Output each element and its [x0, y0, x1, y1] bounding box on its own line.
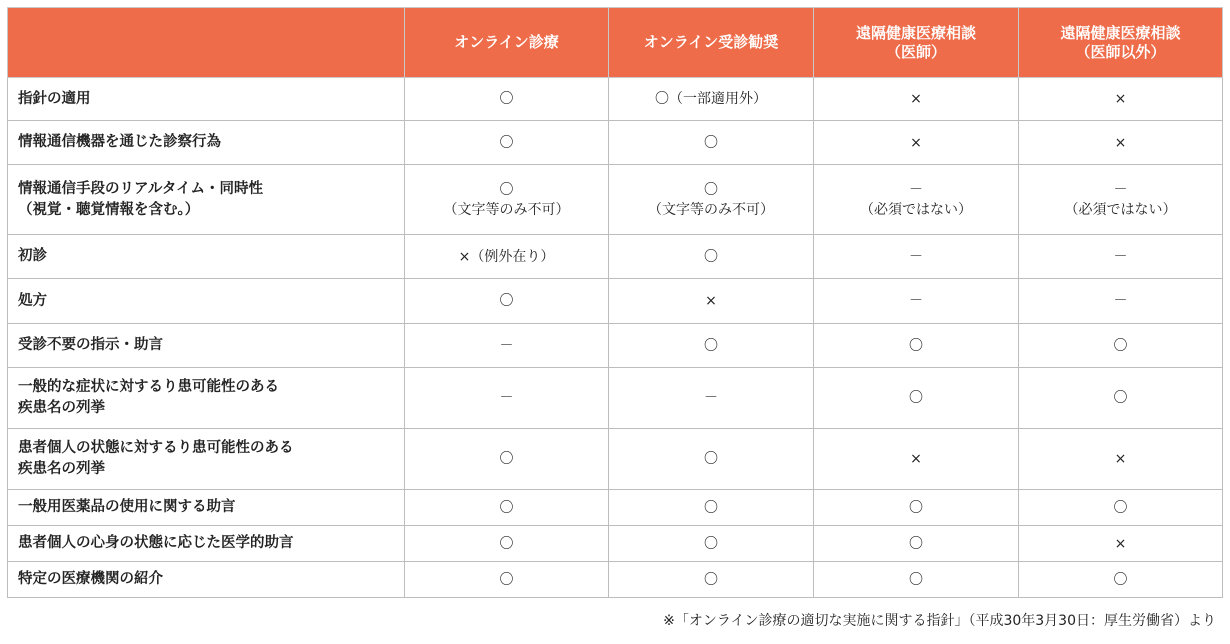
cell-value: × — [1114, 535, 1127, 552]
table-cell — [609, 165, 814, 235]
table-cell — [1019, 562, 1223, 598]
table-row — [8, 490, 1223, 526]
row-label-line2: 疾患名の列挙 — [18, 400, 105, 416]
row-label — [8, 490, 405, 526]
table-cell — [609, 78, 814, 121]
cell-value: 〇 — [499, 181, 514, 198]
column-header-line1: オンライン受診勧奨 — [643, 33, 779, 51]
table-body — [8, 78, 1223, 598]
row-label-line1: 一般的な症状に対するり患可能性のある — [18, 379, 279, 395]
cell-value: 〇 — [499, 91, 514, 107]
cell-value: ×（例外在り） — [458, 248, 555, 265]
cell-value: × — [705, 293, 717, 309]
column-header-remote-consult-non-doctor — [1019, 8, 1223, 78]
row-label — [8, 235, 405, 279]
table-cell — [1019, 235, 1223, 279]
table-cell — [609, 121, 814, 165]
cell-value: 〇 — [499, 451, 514, 467]
table-cell — [405, 429, 609, 490]
table-cell — [405, 324, 609, 368]
row-label-line1: 処方 — [18, 292, 47, 309]
comparison-table — [7, 7, 1223, 598]
row-label-line1: 初診 — [18, 248, 47, 264]
table-cell — [609, 279, 814, 324]
cell-value: － — [909, 181, 923, 198]
table-cell — [1019, 279, 1223, 324]
cell-value: 〇（一部適用外） — [655, 91, 767, 107]
table-cell — [1019, 490, 1223, 526]
table-cell — [1019, 368, 1223, 429]
row-label-line1: 一般用医薬品の使用に関する助言 — [18, 499, 236, 515]
table-cell — [814, 429, 1019, 490]
cell-value: － — [1113, 248, 1128, 265]
table-cell — [405, 121, 609, 165]
table-cell — [405, 368, 609, 429]
table-cell — [609, 526, 814, 562]
table-row — [8, 121, 1223, 165]
table-cell — [1019, 526, 1223, 562]
cell-value: × — [910, 134, 922, 151]
row-label-line2: 疾患名の列挙 — [18, 461, 105, 477]
table-cell — [814, 368, 1019, 429]
cell-value: × — [1114, 134, 1127, 151]
header-corner-cell — [8, 8, 405, 78]
row-label-line1: 指針の適用 — [18, 90, 91, 107]
cell-value: 〇 — [909, 499, 923, 516]
cell-value: × — [1114, 451, 1127, 467]
table-cell — [1019, 324, 1223, 368]
table-cell — [405, 490, 609, 526]
table-cell — [814, 279, 1019, 324]
row-label — [8, 324, 405, 368]
row-label — [8, 526, 405, 562]
cell-note: （必須ではない） — [860, 201, 972, 218]
cell-value: 〇 — [499, 293, 514, 309]
table-cell — [814, 121, 1019, 165]
cell-value: － — [499, 390, 514, 406]
cell-value: 〇 — [704, 134, 718, 151]
table-cell — [1019, 165, 1223, 235]
column-header-online-recommendation — [609, 8, 814, 78]
cell-value: 〇 — [909, 390, 923, 406]
row-label — [8, 562, 405, 598]
table-cell — [609, 368, 814, 429]
table-cell — [405, 78, 609, 121]
table-cell — [609, 235, 814, 279]
table-cell — [405, 562, 609, 598]
cell-note: （文字等のみ不可） — [443, 201, 570, 218]
table-cell — [405, 526, 609, 562]
table-row — [8, 279, 1223, 324]
cell-value: － — [1113, 293, 1128, 309]
cell-value: 〇 — [704, 181, 718, 198]
table-row — [8, 562, 1223, 598]
table-row — [8, 235, 1223, 279]
table-cell — [405, 165, 609, 235]
cell-value: 〇 — [704, 248, 718, 265]
table-cell — [1019, 121, 1223, 165]
column-header-remote-consult-doctor — [814, 8, 1019, 78]
row-label — [8, 279, 405, 324]
row-label — [8, 165, 405, 235]
column-header-line2: （医師以外） — [1075, 42, 1166, 61]
row-label-line1: 患者個人の状態に対するり患可能性のある — [18, 440, 294, 456]
row-label — [8, 78, 405, 121]
cell-value: × — [910, 451, 922, 467]
cell-value: 〇 — [704, 499, 718, 516]
table-cell — [405, 235, 609, 279]
column-header-line1: オンライン診療 — [454, 33, 559, 51]
cell-value: 〇 — [1113, 499, 1128, 516]
column-header-line2: （医師） — [885, 42, 946, 61]
cell-value: 〇 — [704, 337, 718, 354]
row-label-line1: 受診不要の指示・助言 — [18, 337, 163, 353]
cell-value: × — [910, 91, 922, 107]
table-cell — [1019, 429, 1223, 490]
table-cell — [814, 235, 1019, 279]
table-row — [8, 78, 1223, 121]
table-header — [8, 8, 1223, 78]
table-row — [8, 526, 1223, 562]
table-cell — [609, 562, 814, 598]
cell-value: 〇 — [909, 571, 923, 588]
cell-value: 〇 — [499, 535, 514, 552]
cell-value: － — [704, 390, 718, 406]
row-label-line1: 患者個人の心身の状態に応じた医学的助言 — [18, 535, 294, 551]
table-cell — [609, 324, 814, 368]
cell-value: 〇 — [1113, 571, 1128, 588]
source-footnote: ※「オンライン診療の適切な実施に関する指針」（平成30年3月30日：厚生労働省）より — [663, 613, 1216, 629]
cell-value: 〇 — [704, 571, 718, 588]
header-row — [8, 8, 1223, 78]
table-cell — [814, 562, 1019, 598]
table-cell — [405, 279, 609, 324]
cell-value: 〇 — [499, 571, 514, 588]
row-label — [8, 368, 405, 429]
table-cell — [814, 490, 1019, 526]
table-row — [8, 429, 1223, 490]
row-label-line1: 特定の医療機関の紹介 — [18, 571, 163, 587]
cell-value: － — [909, 248, 923, 265]
row-label-line1: 情報通信機器を通じた診察行為 — [18, 134, 221, 150]
table-cell — [609, 490, 814, 526]
cell-value: 〇 — [704, 451, 718, 467]
row-label — [8, 121, 405, 165]
cell-value: 〇 — [499, 134, 514, 151]
cell-value: 〇 — [1113, 337, 1128, 354]
column-header-line1: 遠隔健康医療相談 — [1060, 23, 1181, 42]
table-row — [8, 165, 1223, 235]
cell-value: 〇 — [499, 499, 514, 516]
row-label-line1: 情報通信手段のリアルタイム・同時性 — [18, 180, 264, 197]
cell-value: 〇 — [909, 337, 923, 354]
cell-value: 〇 — [909, 535, 923, 552]
cell-value: 〇 — [704, 535, 718, 552]
column-header-online-consultation — [405, 8, 609, 78]
table-cell — [814, 78, 1019, 121]
row-label-line2: （視覚・聴覚情報を含む。） — [18, 201, 200, 218]
table-cell — [609, 429, 814, 490]
cell-value: － — [909, 293, 923, 309]
table-cell — [814, 324, 1019, 368]
cell-note: （必須ではない） — [1064, 201, 1177, 218]
table-cell — [814, 165, 1019, 235]
table-cell — [814, 526, 1019, 562]
cell-value: 〇 — [1113, 390, 1128, 406]
cell-value: － — [1113, 181, 1128, 198]
row-label — [8, 429, 405, 490]
cell-value: × — [1114, 91, 1127, 107]
column-header-line1: 遠隔健康医療相談 — [855, 23, 976, 42]
table-row — [8, 324, 1223, 368]
cell-note: （文字等のみ不可） — [648, 201, 774, 218]
cell-value: － — [499, 337, 514, 354]
table-cell — [1019, 78, 1223, 121]
table-row — [8, 368, 1223, 429]
